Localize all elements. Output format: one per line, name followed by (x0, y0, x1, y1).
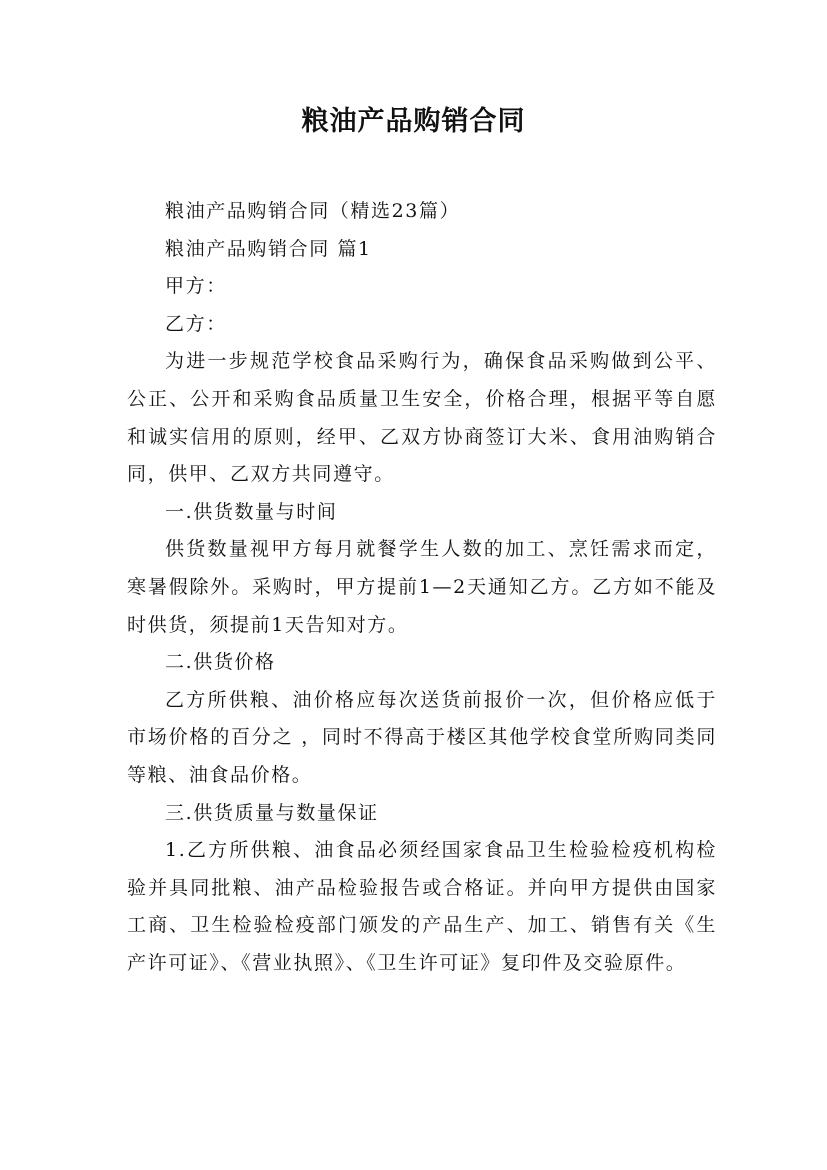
paragraph-party-a: 甲方： (165, 275, 227, 298)
clause-heading-3: 三.供货质量与数量保证 (165, 801, 379, 824)
paragraph-preamble: 为进一步规范学校食品采购行为，确保食品采购做到公平、公正、公开和采购食品质量卫生安全，价格合理，根据平等自愿和诚实信用的原则，经甲、乙双方协商签订大米、食用油购销合同，供甲、乙双方共同遵守。 (127, 350, 717, 486)
paragraph-subtitle: 粮油产品购销合同（精选23篇） (165, 200, 461, 222)
clause-body-3-item-1: 1.乙方所供粮、油食品必须经国家食品卫生检验检疫机构检验并具同批粮、油产品检验报告或合格证。并向甲方提供由国家工商、卫生检验检疫部门颁发的产品生产、加工、销售有关《生产许可证》、《营业执照》、《卫生许可证》复印件及交验原件。 (127, 839, 717, 974)
clause-heading-2: 二.供货价格 (165, 651, 276, 674)
document-title: 粮油产品购销合同 (301, 106, 526, 137)
paragraph-party-b: 乙方： (165, 312, 227, 335)
clause-heading-1: 一.供货数量与时间 (165, 500, 338, 523)
document-body (127, 193, 717, 982)
clause-body-1: 供货数量视甲方每月就餐学生人数的加工、烹饪需求而定，寒暑假除外。采购时，甲方提前1—2天通知乙方。乙方如不能及时供货，须提前1天告知对方。 (127, 538, 717, 636)
paragraph-section-heading: 粮油产品购销合同 篇1 (165, 237, 372, 260)
clause-body-2: 乙方所供粮、油价格应每次送货前报价一次，但价格应低于市场价格的百分之 ，同时不得高于楼区其他学校食堂所购同类同等粮、油食品价格。 (127, 688, 717, 786)
